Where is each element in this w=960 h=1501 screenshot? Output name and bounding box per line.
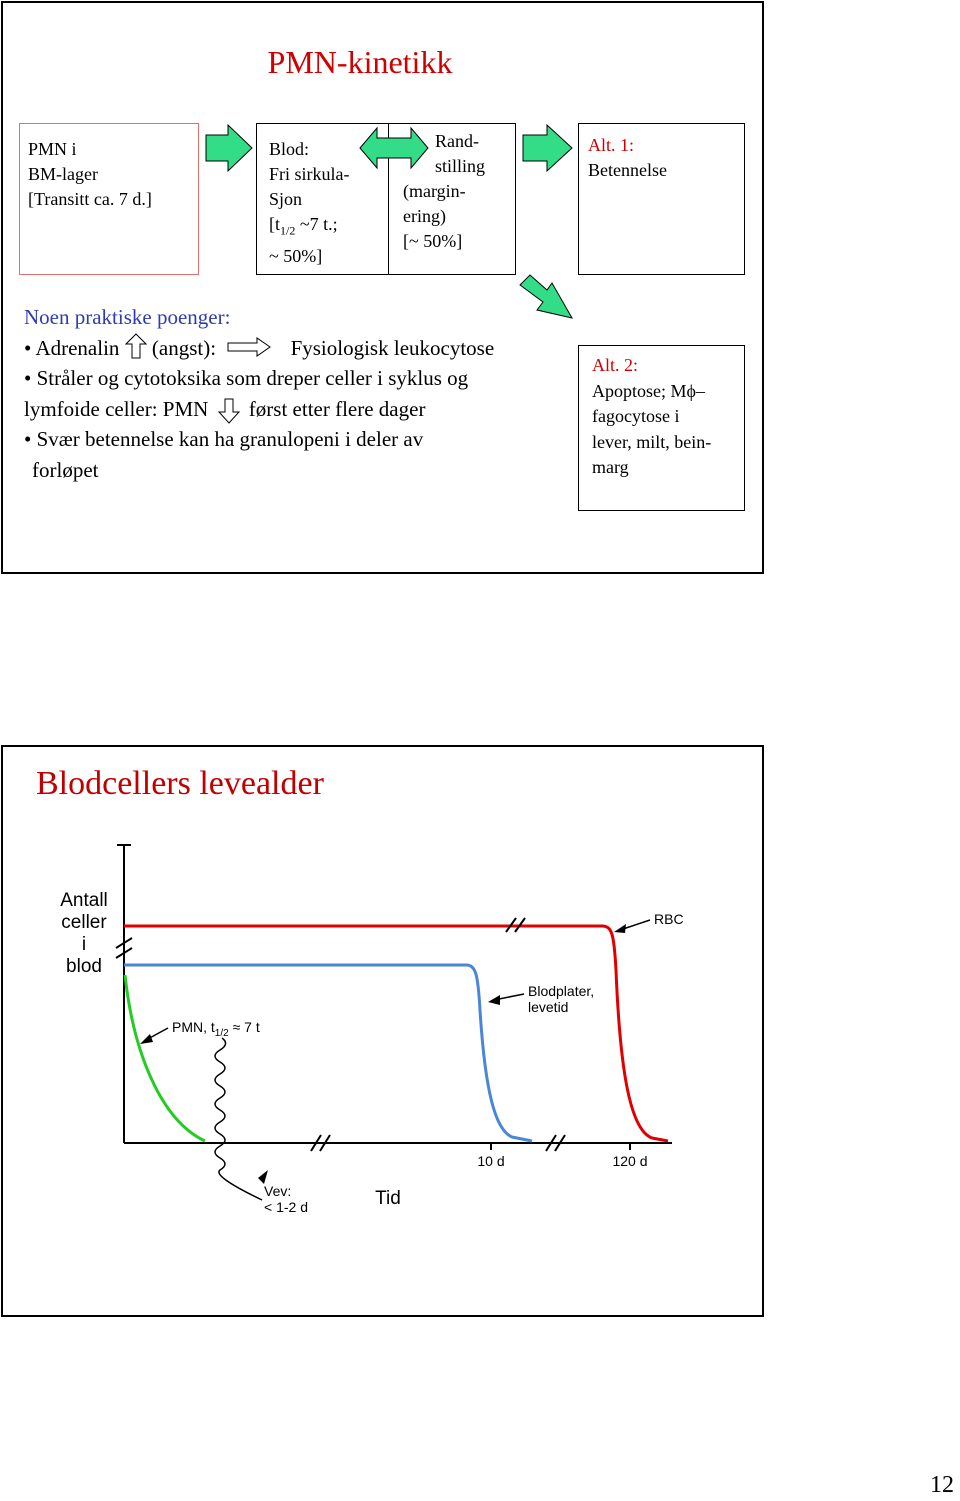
- blood-line-2: Fri sirkula-: [269, 164, 350, 184]
- x-tick-label-10d: 10 d: [477, 1153, 505, 1169]
- blood-t-text: [t: [269, 214, 280, 234]
- bm-line-3: [Transitt ca. 7 d.]: [28, 189, 152, 209]
- point-lymphoid: [24, 394, 584, 425]
- x-label: Tid: [375, 1188, 401, 1209]
- slide1-title: PMN-kinetikk: [267, 44, 453, 80]
- alt1-text: Betennelse: [588, 160, 667, 180]
- point-adrenalin-angst: (angst):: [151, 335, 217, 360]
- rand-line-5: [~ 50%]: [403, 231, 463, 251]
- series-platelet-line: [124, 965, 532, 1141]
- up-arrow-icon: [125, 333, 147, 359]
- x-tick-label-120d: 120 d: [612, 1153, 648, 1169]
- practical-points: [24, 302, 584, 485]
- flow-arrows: [0, 0, 764, 330]
- alt2-label: Alt. 2:: [592, 355, 639, 375]
- right-arrow-icon: [227, 337, 271, 357]
- blood-line-1: Blod:: [269, 139, 310, 159]
- platelet-pointer-head: [488, 995, 500, 1005]
- rand-line-4: ering): [403, 206, 446, 226]
- y-label-line-3: i: [81, 934, 87, 955]
- alt2-line-3: lever, milt, bein-: [592, 431, 712, 452]
- points-heading: Noen praktiske poenger:: [24, 305, 231, 329]
- y-label-line-1: Antall: [60, 890, 108, 911]
- pmn-pointer-head: [140, 1034, 153, 1044]
- tissue-label-line-1: Vev:: [264, 1183, 292, 1199]
- pmn-label: [172, 1019, 260, 1039]
- rand-line-1: Rand-: [435, 131, 479, 151]
- blood-t-post: ~7 t.;: [295, 214, 338, 234]
- bm-line-2: BM-lager: [28, 164, 98, 184]
- rand-line-3: (margin-: [403, 181, 466, 201]
- point-lymphoid-text: lymfoide celler: PMN: [24, 396, 209, 421]
- pmn-label-sub: 1/2: [214, 1028, 229, 1039]
- pmn-to-tissue-arrow-head: [258, 1170, 268, 1184]
- lifespan-chart: [0, 830, 764, 1230]
- pmn-label-pre: PMN, t: [172, 1019, 215, 1035]
- point-adrenalin: [24, 333, 584, 364]
- pmn-label-post: ≈ 7 t: [228, 1019, 260, 1035]
- slide2-title: Blodcellers levealder: [36, 765, 324, 802]
- point-adrenalin-result: Fysiologisk leukocytose: [290, 335, 495, 360]
- tissue-label-line-2: < 1-2 d: [264, 1199, 308, 1215]
- rbc-label: RBC: [654, 911, 684, 927]
- rbc-pointer-head: [614, 924, 626, 933]
- blood-t-sub: 1/2: [280, 223, 296, 238]
- alt2-line-2: fagocytose i: [592, 406, 680, 426]
- bm-line-1: PMN i: [28, 139, 77, 159]
- point-inflammation-cont: forløpet: [32, 457, 99, 482]
- platelet-label-line-2: levetid: [528, 999, 569, 1015]
- point-radiation: • Stråler og cytotoksika som dreper celler i syklus og: [24, 366, 469, 390]
- platelet-label-line-1: Blodplater,: [528, 983, 595, 999]
- point-lymphoid-after: først etter flere dager: [248, 396, 426, 421]
- series-pmn-line: [125, 975, 205, 1141]
- arrow-bm-to-blood: [206, 125, 252, 171]
- pmn-to-tissue-arrow: [215, 1038, 262, 1200]
- blood-line-3: Sjon: [269, 189, 303, 209]
- double-arrow-blood-rand: [360, 128, 428, 168]
- alt2-line-1: Apoptose; Mϕ–: [592, 380, 705, 401]
- rand-line-2: stilling: [435, 156, 486, 176]
- down-arrow-icon: [218, 398, 240, 424]
- y-label-line-4: blod: [66, 956, 102, 977]
- box-alt2-apoptosis: [578, 345, 745, 511]
- point-adrenalin-text: • Adrenalin: [24, 335, 120, 360]
- alt1-label: Alt. 1:: [588, 135, 635, 155]
- blood-line-5: ~ 50%]: [269, 245, 323, 266]
- page-number: 12: [930, 1472, 954, 1498]
- arrow-rand-to-alt1: [523, 125, 572, 171]
- point-inflammation: • Svær betennelse kan ha granulopeni i deler av: [24, 427, 424, 451]
- y-label-line-2: celler: [61, 912, 107, 933]
- alt2-line-4: marg: [592, 457, 629, 477]
